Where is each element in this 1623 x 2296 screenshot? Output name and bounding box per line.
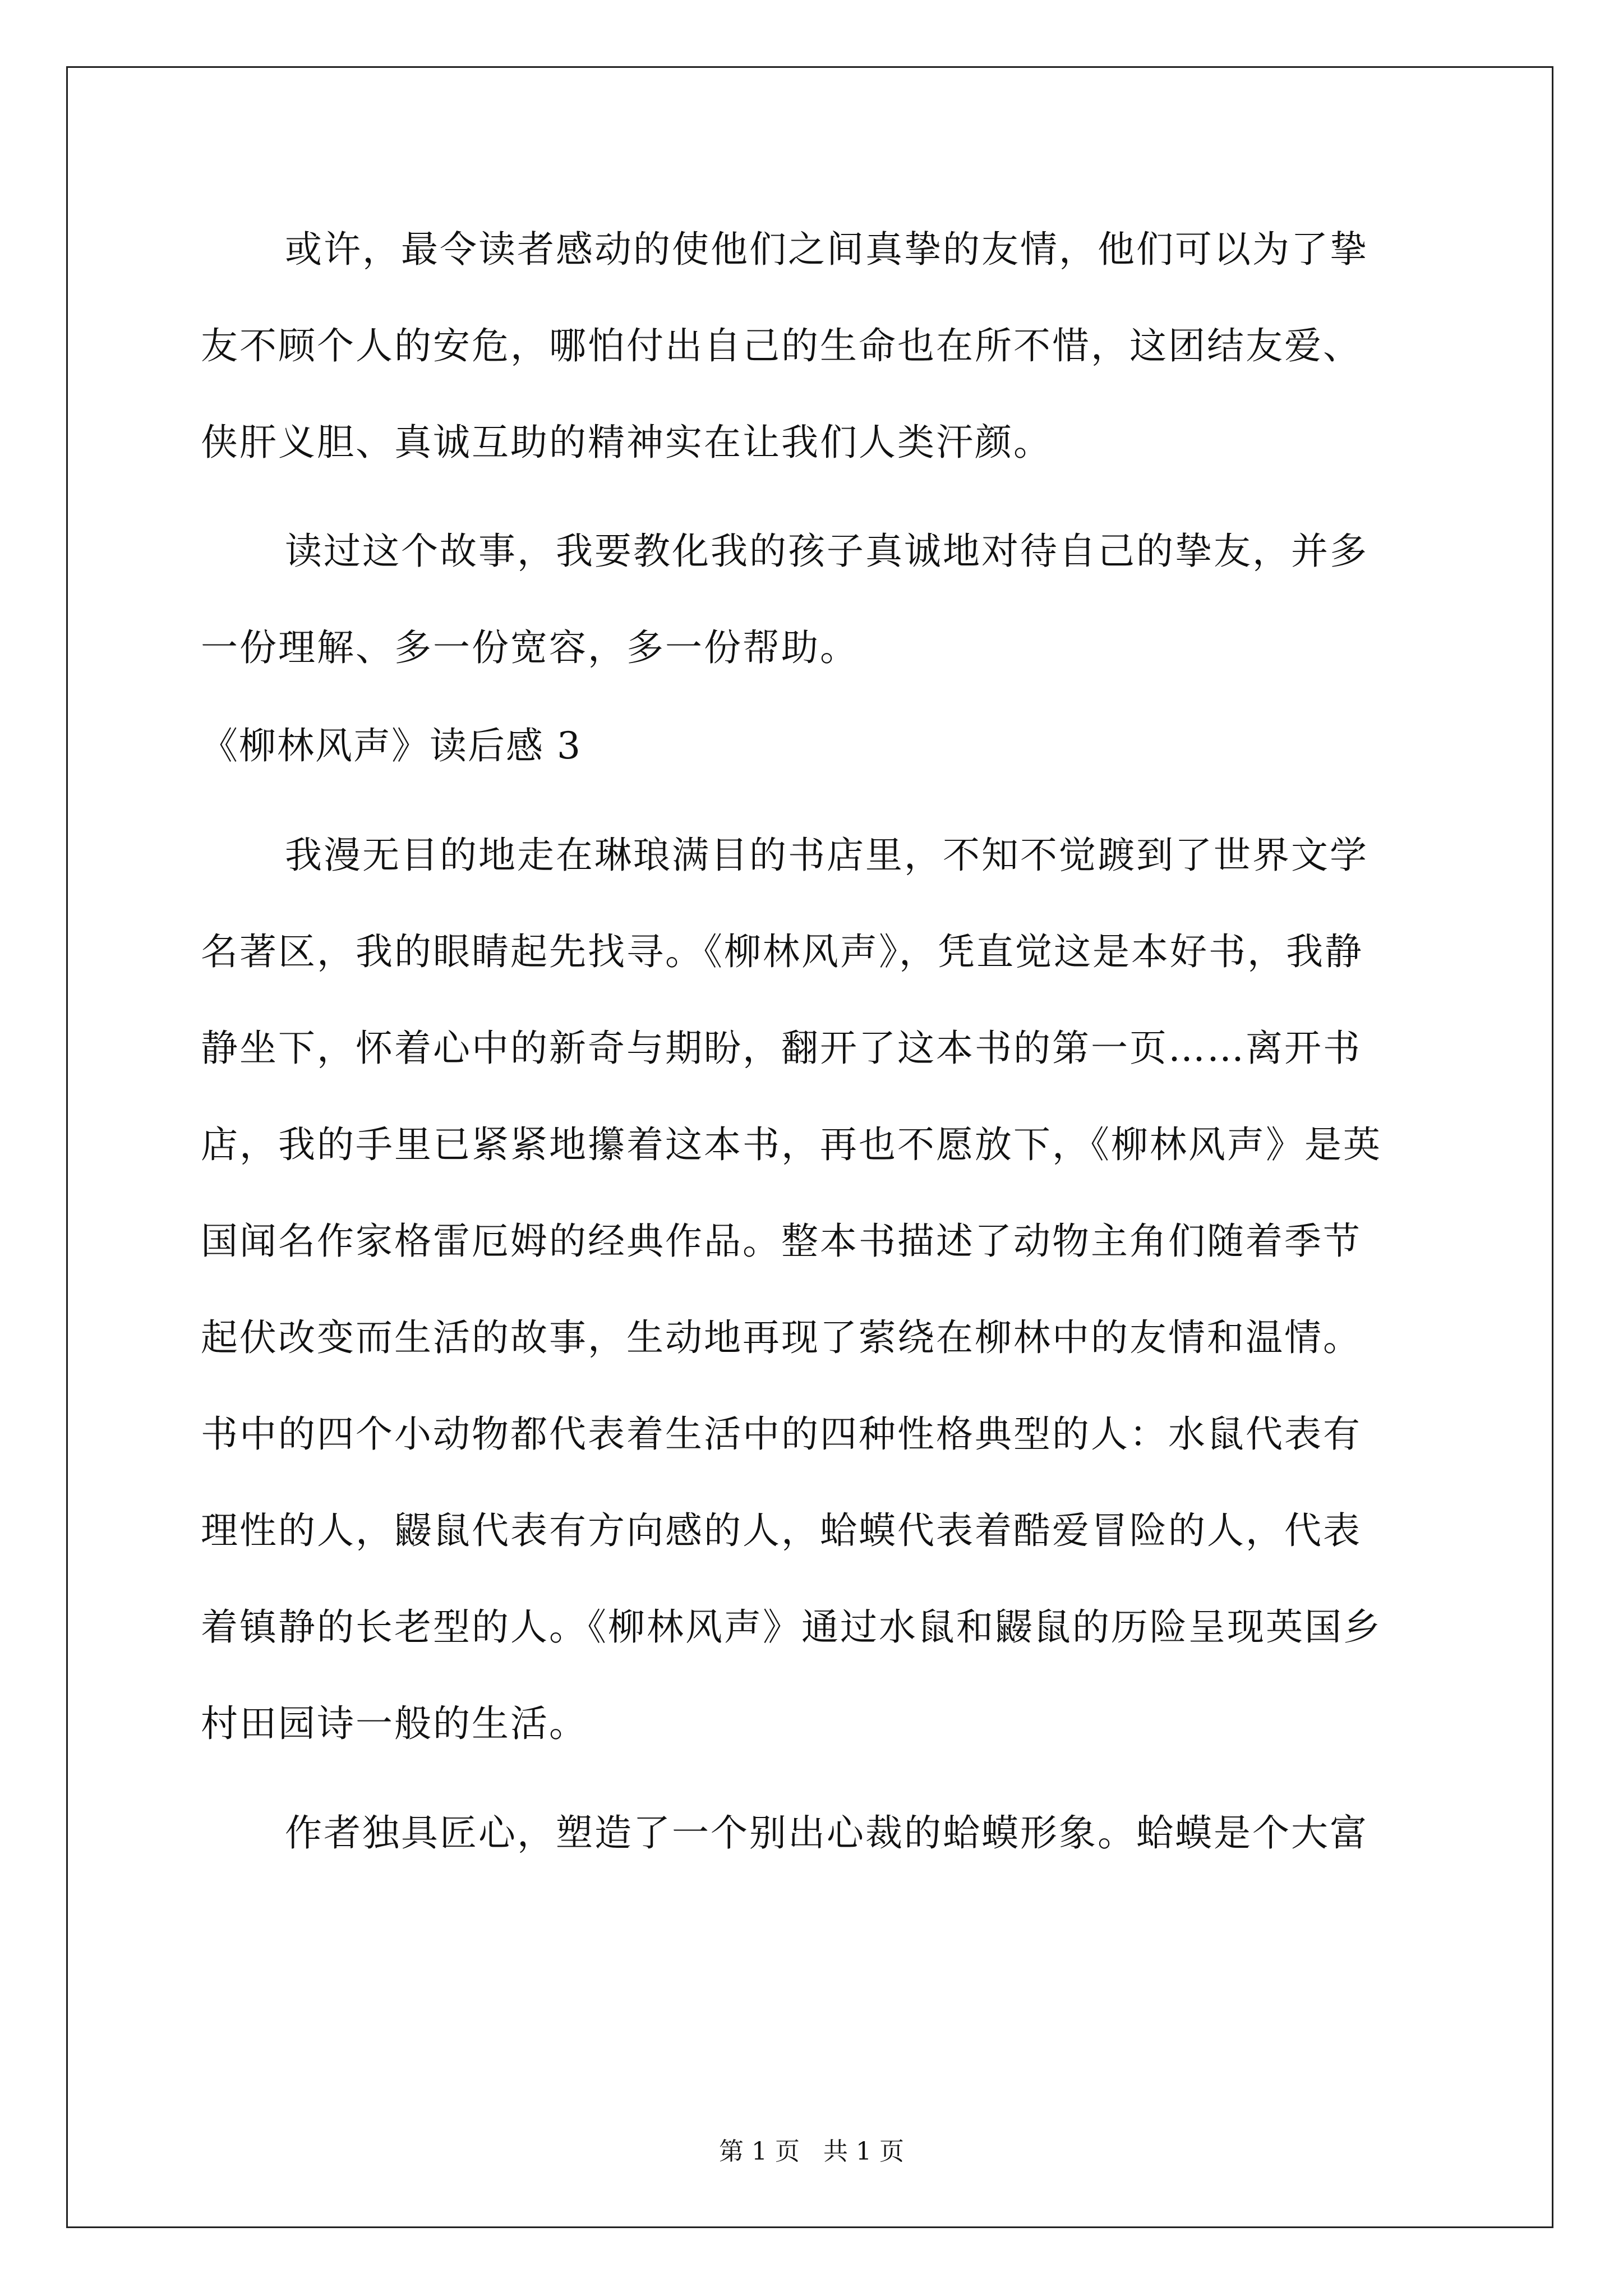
paragraph-line: 我漫无目的地走在琳琅满目的书店里，不知不觉踱到了世界文学	[285, 834, 1368, 877]
paragraph-line: 友不顾个人的安危，哪怕付出自己的生命也在所不惜，这团结友爱、	[201, 324, 1362, 367]
paragraph-line: 国闻名作家格雷厄姆的经典作品。整本书描述了动物主角们随着季节	[201, 1220, 1362, 1263]
paragraph-line: 作者独具匠心，塑造了一个别出心裁的蛤蟆形象。蛤蟆是个大富	[285, 1811, 1368, 1855]
paragraph-line: 一份理解、多一份宽容，多一份帮助。	[201, 626, 859, 669]
paragraph-line: 或许，最令读者感动的使他们之间真挚的友情，他们可以为了挚	[285, 228, 1368, 271]
paragraph-line: 店，我的手里已紧紧地攥着这本书，再也不愿放下，《柳林风声》是英	[201, 1123, 1382, 1166]
paragraph-line: 静坐下，怀着心中的新奇与期盼，翻开了这本书的第一页……离开书	[201, 1027, 1362, 1070]
paragraph-line: 村田园诗一般的生活。	[201, 1702, 588, 1745]
paragraph-line: 名著区，我的眼睛起先找寻。《柳林风声》，凭直觉这是本好书，我静	[201, 930, 1363, 973]
paragraph-line: 起伏改变而生活的故事，生动地再现了萦绕在柳林中的友情和温情。	[201, 1316, 1362, 1359]
paragraph-line: 着镇静的长老型的人。《柳林风声》通过水鼠和鼹鼠的历险呈现英国乡	[201, 1605, 1382, 1649]
paragraph-line: 书中的四个小动物都代表着生活中的四种性格典型的人：水鼠代表有	[201, 1412, 1362, 1456]
page-number-footer: 第 1 页 共 1 页	[719, 2137, 904, 2166]
paragraph-line: 读过这个故事，我要教化我的孩子真诚地对待自己的挚友，并多	[285, 530, 1368, 573]
section-heading: 《柳林风声》读后感 3	[201, 724, 582, 767]
paragraph-line: 侠肝义胆、真诚互助的精神实在让我们人类汗颜。	[201, 421, 1052, 464]
paragraph-line: 理性的人，鼹鼠代表有方向感的人，蛤蟆代表着酷爱冒险的人，代表	[201, 1509, 1362, 1552]
